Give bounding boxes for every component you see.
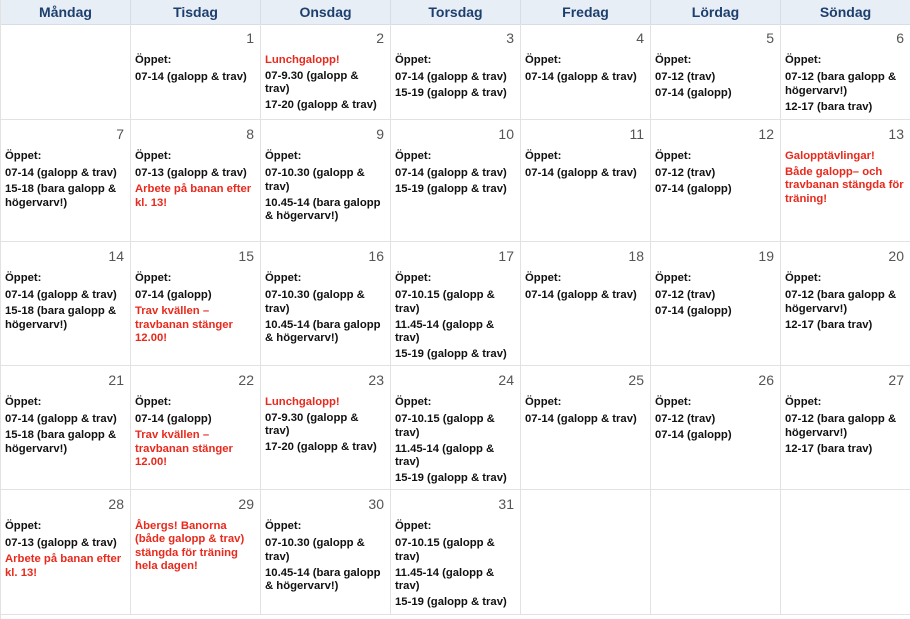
day-number: 22 (238, 372, 254, 388)
empty-day-cell (521, 490, 651, 615)
opening-hours-text: 07-14 (galopp) (135, 413, 212, 426)
weekday-header-row (1, 0, 910, 24)
open-label: Öppet: (395, 272, 432, 284)
day-cell[interactable] (131, 24, 261, 120)
notice-text: Lunchgalopp! (265, 396, 340, 408)
weekday-header: Onsdag (261, 0, 391, 25)
opening-hours-text: 07-14 (galopp & trav) (395, 71, 507, 84)
weekday-header: Fredag (521, 0, 651, 25)
day-number: 24 (498, 372, 514, 388)
weekday-header: Tisdag (131, 0, 261, 25)
opening-hours-text: 07-12 (trav) (655, 413, 716, 426)
opening-hours-text: 12-17 (bara trav) (785, 318, 873, 331)
opening-hours-text: 17-20 (galopp & trav) (265, 441, 377, 453)
day-number: 18 (628, 248, 644, 264)
opening-hours-text: 17-20 (galopp & trav) (265, 99, 377, 111)
day-cell[interactable] (391, 242, 521, 366)
day-number: 19 (758, 248, 774, 264)
opening-hours-text: 12-17 (bara trav) (785, 100, 873, 113)
open-label: Öppet: (265, 150, 302, 162)
notice-text: Lunchgalopp! (265, 54, 340, 66)
open-label: Öppet: (525, 54, 562, 66)
opening-hours-text: 07-14 (galopp & trav) (395, 167, 507, 180)
opening-hours-text: 15-18 (bara galopp & högervarv!) (5, 305, 117, 331)
opening-hours-text: 07-14 (galopp) (135, 289, 212, 302)
opening-hours-text: 07-14 (galopp & trav) (5, 167, 117, 180)
day-number: 21 (108, 372, 124, 388)
day-cell[interactable] (1, 490, 131, 615)
day-cell[interactable] (521, 120, 651, 242)
opening-hours-text: 07-12 (bara galopp & högervarv!) (785, 71, 897, 97)
weekday-header: Lördag (651, 0, 781, 25)
opening-hours-text: 07-12 (bara galopp & högervarv!) (785, 413, 897, 439)
opening-hours-text: 11.45-14 (galopp & trav) (395, 318, 495, 345)
opening-hours-text: 07-9.30 (galopp & trav) (265, 69, 359, 96)
day-number: 3 (506, 30, 514, 46)
opening-hours-text: 10.45-14 (bara galopp & högervarv!) (265, 566, 381, 593)
day-cell[interactable] (651, 366, 781, 490)
open-label: Öppet: (785, 272, 822, 284)
notice-text: Trav kvällen – travbanan stänger 12.00! (135, 305, 233, 345)
open-label: Öppet: (395, 150, 432, 162)
open-label: Öppet: (655, 272, 692, 284)
day-cell[interactable] (781, 366, 910, 490)
open-label: Öppet: (5, 272, 42, 284)
day-number: 8 (246, 126, 254, 142)
open-label: Öppet: (135, 396, 172, 408)
day-cell[interactable] (391, 490, 521, 615)
day-number: 26 (758, 372, 774, 388)
day-cell[interactable] (651, 120, 781, 242)
opening-hours-text: 07-12 (trav) (655, 167, 716, 180)
notice-text: Galopptävlingar! (785, 150, 875, 162)
day-cell[interactable] (521, 366, 651, 490)
day-cell[interactable] (131, 490, 261, 615)
day-cell[interactable] (391, 24, 521, 120)
day-cell[interactable] (131, 120, 261, 242)
open-label: Öppet: (265, 272, 302, 284)
notice-text: Trav kvällen – travbanan stänger 12.00! (135, 429, 233, 469)
open-label: Öppet: (525, 396, 562, 408)
opening-hours-text: 07-10.15 (galopp & trav) (395, 537, 495, 563)
opening-hours-text: 07-14 (galopp) (655, 305, 732, 318)
opening-hours-text: 15-19 (galopp & trav) (395, 347, 507, 360)
opening-hours-text: 07-9.30 (galopp & trav) (265, 411, 359, 438)
day-number: 25 (628, 372, 644, 388)
open-label: Öppet: (135, 54, 172, 66)
day-cell[interactable] (131, 366, 261, 490)
day-number: 7 (116, 126, 124, 142)
opening-hours-text: 15-19 (galopp & trav) (395, 595, 507, 608)
open-label: Öppet: (5, 520, 42, 532)
day-number: 10 (498, 126, 514, 142)
weekday-header: Måndag (1, 0, 131, 25)
weekday-header: Torsdag (391, 0, 521, 25)
day-cell[interactable] (521, 24, 651, 120)
opening-hours-text: 07-10.30 (galopp & trav) (265, 167, 365, 193)
day-cell[interactable] (1, 366, 131, 490)
open-label: Öppet: (395, 54, 432, 66)
empty-day-cell (1, 24, 131, 120)
opening-hours-text: 07-12 (trav) (655, 289, 716, 302)
day-number: 28 (108, 496, 124, 512)
day-number: 6 (896, 30, 904, 46)
day-number: 5 (766, 30, 774, 46)
day-number: 31 (498, 496, 514, 512)
day-cell[interactable] (651, 242, 781, 366)
day-cell[interactable] (781, 120, 910, 242)
empty-day-cell (651, 490, 781, 615)
opening-hours-text: 07-14 (galopp & trav) (135, 71, 247, 84)
opening-hours-text: 07-10.15 (galopp & trav) (395, 289, 495, 315)
opening-hours-text: 12-17 (bara trav) (785, 442, 873, 455)
open-label: Öppet: (655, 150, 692, 162)
opening-hours-text: 07-12 (trav) (655, 71, 716, 84)
day-number: 27 (888, 372, 904, 388)
day-cell[interactable] (391, 366, 521, 490)
opening-hours-text: 07-13 (galopp & trav) (5, 537, 117, 550)
open-label: Öppet: (525, 150, 562, 162)
opening-hours-text: 07-12 (bara galopp & högervarv!) (785, 289, 897, 315)
open-label: Öppet: (525, 272, 562, 284)
open-label: Öppet: (5, 396, 42, 408)
day-number: 29 (238, 496, 254, 512)
notice-text: Åbergs! Banorna (både galopp & trav) stängda för träning hela dagen! (135, 520, 245, 573)
day-cell[interactable] (781, 242, 910, 366)
day-number: 20 (888, 248, 904, 264)
day-number: 2 (376, 30, 384, 46)
opening-hours-text: 07-14 (galopp) (655, 429, 732, 442)
day-number: 17 (498, 248, 514, 264)
day-cell[interactable] (131, 242, 261, 366)
notice-text: Arbete på banan efter kl. 13! (5, 553, 122, 579)
day-number: 4 (636, 30, 644, 46)
opening-hours-text: 07-10.30 (galopp & trav) (265, 289, 365, 315)
opening-hours-text: 15-19 (galopp & trav) (395, 471, 507, 484)
day-cell[interactable] (651, 24, 781, 120)
day-number: 9 (376, 126, 384, 142)
opening-hours-text: 15-19 (galopp & trav) (395, 87, 507, 100)
opening-hours-text: 15-19 (galopp & trav) (395, 183, 507, 196)
day-number: 11 (629, 126, 644, 142)
day-cell[interactable] (261, 24, 391, 120)
opening-hours-text: 15-18 (bara galopp & högervarv!) (5, 429, 117, 455)
day-cell[interactable] (781, 24, 910, 120)
opening-hours-text: 07-14 (galopp & trav) (525, 289, 637, 302)
day-cell[interactable] (261, 242, 391, 366)
day-number: 12 (758, 126, 774, 142)
open-label: Öppet: (785, 54, 822, 66)
day-number: 15 (238, 248, 254, 264)
open-label: Öppet: (655, 396, 692, 408)
day-number: 23 (368, 372, 384, 388)
opening-hours-text: 07-10.30 (galopp & trav) (265, 537, 365, 563)
weekday-header: Söndag (781, 0, 910, 25)
day-number: 14 (108, 248, 124, 264)
day-cell[interactable] (521, 242, 651, 366)
opening-hours-text: 11.45-14 (galopp & trav) (395, 442, 495, 469)
opening-hours-text: 15-18 (bara galopp & högervarv!) (5, 183, 117, 209)
day-number: 13 (888, 126, 904, 142)
opening-hours-text: 07-13 (galopp & trav) (135, 167, 247, 180)
open-label: Öppet: (395, 396, 432, 408)
opening-hours-text: 07-14 (galopp & trav) (5, 289, 117, 302)
day-number: 1 (246, 30, 254, 46)
open-label: Öppet: (655, 54, 692, 66)
calendar-grid (1, 24, 910, 615)
opening-hours-text: 10.45-14 (bara galopp & högervarv!) (265, 196, 381, 223)
day-number: 16 (368, 248, 384, 264)
open-label: Öppet: (265, 520, 302, 532)
opening-hours-text: 07-14 (galopp & trav) (525, 71, 637, 84)
opening-hours-text: 10.45-14 (bara galopp & högervarv!) (265, 318, 381, 345)
open-label: Öppet: (5, 150, 42, 162)
opening-hours-text: 11.45-14 (galopp & trav) (395, 566, 495, 593)
day-number: 30 (368, 496, 384, 512)
notice-text: Arbete på banan efter kl. 13! (135, 183, 252, 209)
open-label: Öppet: (135, 272, 172, 284)
day-cell[interactable] (261, 120, 391, 242)
open-label: Öppet: (135, 150, 172, 162)
opening-hours-text: 07-14 (galopp & trav) (5, 413, 117, 426)
day-cell[interactable] (261, 366, 391, 490)
day-cell[interactable] (1, 242, 131, 366)
opening-hours-text: 07-14 (galopp & trav) (525, 167, 637, 180)
opening-hours-text: 07-14 (galopp) (655, 87, 732, 100)
day-cell[interactable] (261, 490, 391, 615)
opening-hours-text: 07-10.15 (galopp & trav) (395, 413, 495, 439)
empty-day-cell (781, 490, 910, 615)
notice-text: Både galopp– och travbanan stängda för träning! (785, 165, 904, 205)
open-label: Öppet: (785, 396, 822, 408)
day-cell[interactable] (1, 120, 131, 242)
open-label: Öppet: (395, 520, 432, 532)
day-cell[interactable] (391, 120, 521, 242)
opening-hours-text: 07-14 (galopp) (655, 183, 732, 196)
opening-hours-text: 07-14 (galopp & trav) (525, 413, 637, 426)
